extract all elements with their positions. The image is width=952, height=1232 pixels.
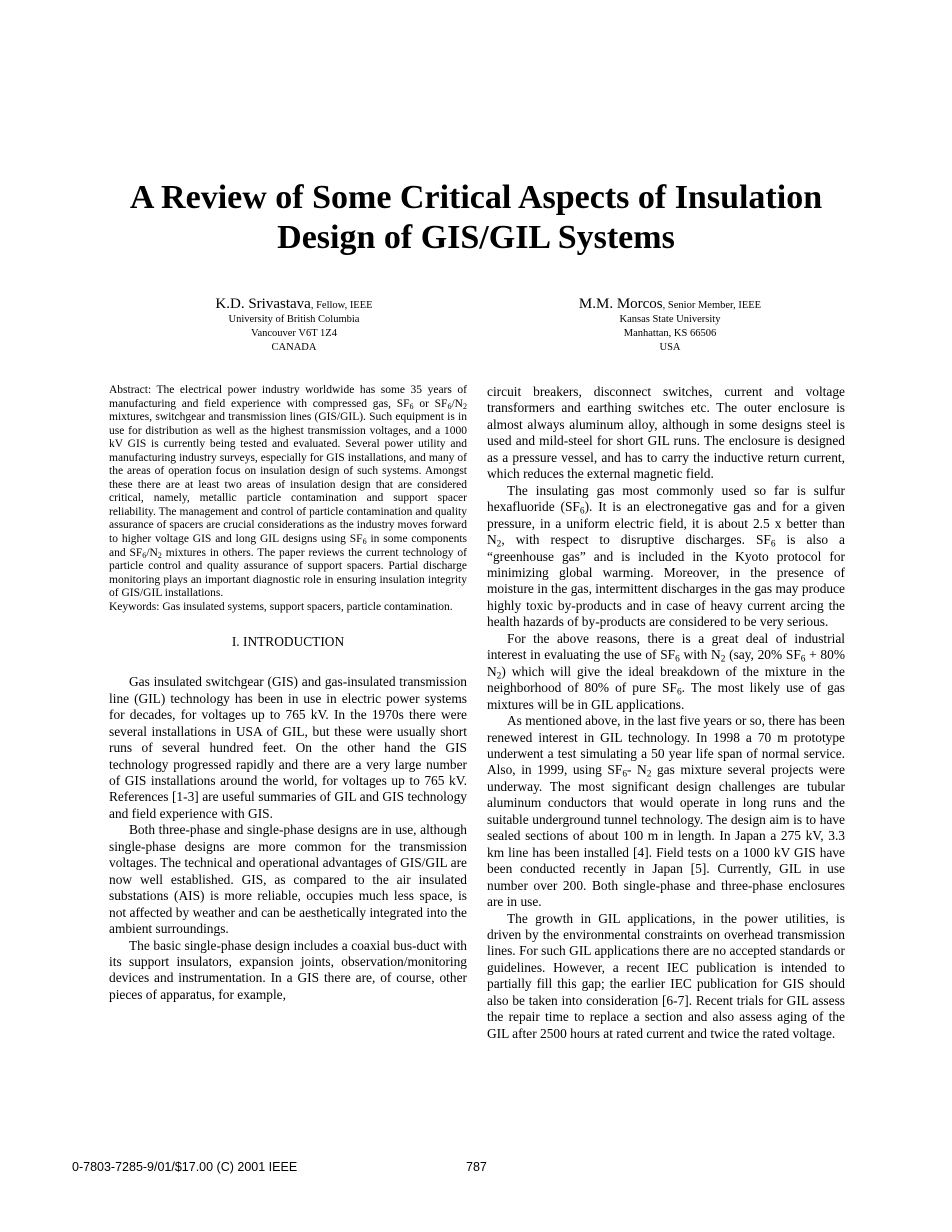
author-name: M.M. Morcos (578, 296, 663, 312)
author-address: Vancouver V6T 1Z4 (251, 328, 337, 339)
author-country: USA (659, 342, 681, 353)
author-affiliation: Kansas State University (619, 314, 721, 325)
keywords: Keywords: Gas insulated systems, support spacers, particle contamination. (109, 600, 453, 613)
abstract-text: Abstract: The electrical power industry worldwide has some 35 years of manufacturing and field experience with compressed gas, $SF_6$ or $SF_6/N_2$ mixtures, switchgear and transmission lines (GIS/GIL). Such equipment is in use for distribution as well as the highest transmission voltages, and a 1000 kV GIS is currently being tested and evaluated. Several power utility and manufacturing industry surveys, especially for GIS installations, and many of the areas of operation focus on insulation design of such systems. Amongst these there are at least two areas of insulation design that are considered critical, namely, metallic particle contamination and support spacer reliability. The management and control of particle contamination and quality assurance of spacers are crucial considerations as the industry moves forward to higher voltage GIS and long GIL designs using $SF_6$ in some components and $SF_6/N_2$ mixtures in others. The paper reviews the current technology of particle control and quality assurance of support spacers. Partial discharge monitoring plays an important diagnostic role in ensuring insulation integrity of GIS/GIL installations. (109, 384, 468, 600)
paragraph: Both three-phase and single-phase designs are in use, although single-phase designs are more common for the transmission voltages. The technical and operational advantages of GIS/GIL are now well established. GIS, as compared to the air insulated substations (AIS) is more reliable, occupies much less space, is not affected by weather and can be aesthetically integrated into the ambient surroundings. (109, 822, 467, 937)
author-country: CANADA (271, 342, 317, 353)
author-block-1 (144, 297, 444, 355)
paragraph: The basic single-phase design includes a coaxial bus-duct with its support insulators, expansion joints, observation/monitoring devices and instrumentation. In a GIS there are, of course, other pieces of apparatus, for example, (109, 937, 467, 1002)
title-line-2: Design of GIS/GIL Systems (277, 219, 675, 256)
author-address: Manhattan, KS 66506 (623, 328, 717, 339)
paragraph: The growth in GIL applications, in the power utilities, is driven by the environmental constraints on overhead transmission lines. For such GIL applications there are no accepted standards or guidelines. However, a recent IEC publication is intended to partially fill this gap; the earlier IEC publication for GIS should also be taken into consideration [6-7]. Recent trials for GIL assess the repair time to replace a section and also assess aging of the GIL after 2500 hours at rated current and twice the rated voltage. (487, 910, 845, 1041)
section-heading: I. INTRODUCTION (231, 634, 345, 650)
author-block-2 (520, 297, 820, 355)
author-affiliation: University of British Columbia (228, 314, 360, 325)
paragraph: The insulating gas most commonly used so far is sulfur hexafluoride $(SF_6)$. It is an electronegative gas and for a given pressure, in a uniform electric field, it is about 2.5 x better than $N_2$, with respect to disruptive discharges. $SF_6$ is also a “greenhouse gas” and is included in the Kyoto protocol for minimizing global warming. Moreover, in the presence of moisture in the gas, intermittent discharges in the gas may produce highly toxic by-products and in case of heavy current arcing the health hazards of by-products are considered to be very serious. (487, 482, 845, 630)
left-column (109, 384, 467, 1003)
right-column (487, 384, 845, 1042)
page-number: 787 (466, 1160, 487, 1174)
author-membership: , Fellow, IEEE (310, 300, 373, 311)
paper-title (60, 178, 892, 258)
paragraph: circuit breakers, disconnect switches, current and voltage transformers and earthing switches etc. The outer enclosure is almost always aluminum alloy, although in some designs steel is used and mild-steel for short GIL runs. The enclosure is designed as a pressure vessel, and has to carry the inductive return current, which reduces the external magnetic field. (487, 384, 845, 482)
copyright-code: 0-7803-7285-9/01/$17.00 (C) 2001 IEEE (72, 1160, 298, 1174)
title-line-1: A Review of Some Critical Aspects of Insulation (129, 179, 823, 216)
paragraph: As mentioned above, in the last five years or so, there has been renewed interest in GIL technology. In 1998 a 70 m prototype underwent a test simulating a 50 year life span of normal service. Also, in 1999, using $SF_6-$ $N_2$ gas mixture several projects were underway. The most significant design challenges are tubular aluminum conductors that would operate in long runs and the suitable underground tunnel technology. The design aim is to have sealed sections of about 100 m in length. In Japan a 275 kV, 3.3 km line has been installed [4]. Field tests on a 1000 kV GIS have been conducted recently in Japan [5]. Currently, GIL in use number over 200. Both single-phase and three-phase enclosures are in use. (487, 713, 845, 910)
paragraph: For the above reasons, there is a great deal of industrial interest in evaluating the use of $SF_6$ with $N_2$ (say, 20% $SF_6 + 80\%$ $N_2$) which will give the ideal breakdown of the mixture in the neighborhood of 80% of pure $SF_6$. The most likely use of gas mixtures will be in GIL applications. (487, 630, 845, 712)
author-name: K.D. Srivastava (215, 296, 311, 312)
author-membership: , Senior Member, IEEE (662, 300, 762, 311)
paragraph: Gas insulated switchgear (GIS) and gas-insulated transmission line (GIL) technology has been in use in electric power systems for decades, for voltages up to 765 kV. In the 1970s there were several installations in USA of GIL, but these were usually short runs of several hundred feet. On the other hand the GIS technology progressed rapidly and there are a very large number of GIS installations around the world, for voltages up to 765 kV. References [1-3] are useful summaries of GIL and GIS technology and field experience with GIS. (109, 674, 467, 821)
